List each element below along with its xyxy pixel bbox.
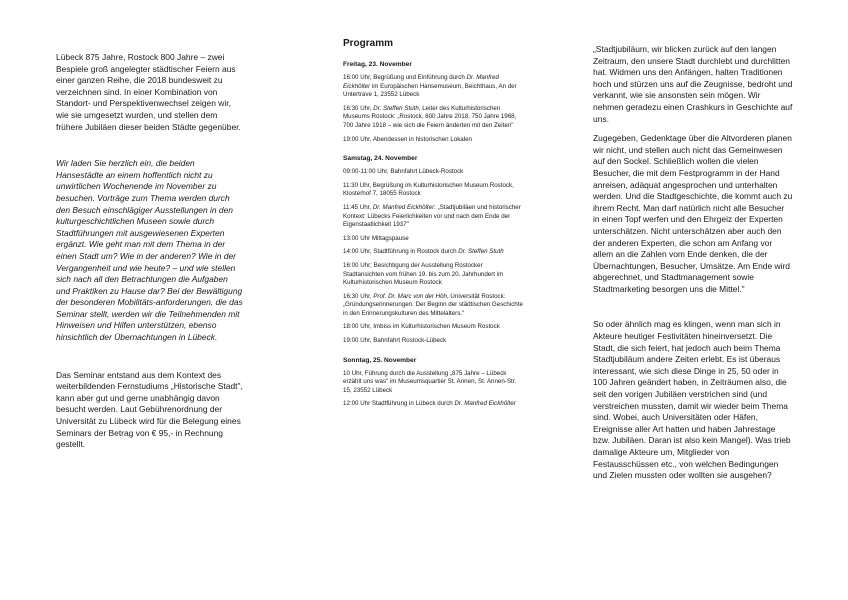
program-event: [343, 168, 525, 177]
left-column: [56, 52, 244, 451]
program-title: Programm: [343, 38, 394, 49]
program-day: [343, 356, 525, 409]
invitation-paragraph: Wir laden Sie herzlich ein, die beiden Hansestädte an einem hoffentlich nicht zu unwirtlichen Wochenende im November zu besuchen. Vorträge zum Thema werden durch den Besuch einschlägiger Ausstellungen in den kulturgeschichtlichen Museen sowie durch Stadtführungen mit ausgewiesenen Experten ergänzt. Wie geht man mit dem Thema in der einen Stadt um? Wie in der anderen? Wie in der Vergangenheit und wie heute? – und wie stellen sich nach all den Betrachtungen die Aufgaben und Praktiken zu Hause dar? Bei der Bewältigung der besonderen Mobilitäts-anforderungen, die das Seminar stellt, werden wir die Teilnehmenden mit Hinweisen und Hilfen unterstützen, ebenso hinsichtlich der Übernachtungen in Lübeck.: [56, 158, 243, 343]
event-speaker: Prof. Dr. Marc von der Höh: [373, 292, 447, 300]
seminar-context-paragraph: Das Seminar entstand aus dem Kontext des weiterbildenden Fernstudiums „Historische Stadt", kann aber gut und gerne unabhängig davon besucht werden. Laut Gebührenordnung der Universität zu Lübeck wird für die Belegung eines Seminars der Betrag von € 95,- in Rechnung gestellt.: [56, 369, 243, 450]
event-text: 11:45 Uhr,: [343, 203, 373, 211]
critique-paragraph: Zugegeben, Gedenktage über die Altvorderen planen wir nicht, und stellen auch nicht das Gemeinwesen auf den Sockel. Schließlich wollen die vielen Besucher, die mit dem Festprogramm in der Hand anreisen, adäquat angesprochen und unterhalten werden. Und die Stadtgeschichte, die kommt auch zu ihrem Recht. Man darf natürlich nicht alle Besucher in einen Topf werfen und den Ehrgeiz der Experten unterschätzen. Nicht unterschätzen aber auch den der anderen Experten, die schon am Anfang vor allem an die Zahlen vom Ende denken, die der Übernachtungen, Besucher, Umsätze. Am Ende wird abgerechnet, und Stadtmanagement sowie Stadtmarketing besorgen uns die Mittel.": [593, 133, 793, 294]
event-text: 11:30 Uhr, Begrüßung im Kulturhistorischen Museum Rostock, Klosterhof 7, 18055 Rostock: [343, 181, 514, 198]
event-text: 14:00 Uhr, Stadtführung in Rostock durch: [343, 248, 459, 256]
program-event: [343, 262, 525, 288]
day-title: Samstag, 24. November: [343, 155, 418, 163]
program-event: [343, 204, 525, 230]
program-event: [343, 370, 525, 396]
program-column: [343, 38, 525, 419]
program-event: [343, 323, 525, 332]
event-text-continued: : „Stadtjubiläen und historischer Kontext: Lübecks Feierlichkeiten vor und nach dem Ende der Eigenstaatlichkeit 1937": [343, 203, 521, 229]
event-text: 13:00 Uhr Mittagspause: [343, 234, 409, 242]
event-speaker: Dr. Steffen Stuth: [458, 248, 504, 256]
event-text: 12:00 Uhr Stadtführung in Lübeck durch: [343, 400, 455, 408]
program-event: [343, 74, 525, 100]
event-text: 18:00 Uhr, Imbiss im Kulturhistorischen Museum Rostock: [343, 323, 500, 331]
program-days: [343, 60, 525, 409]
event-text-continued: , Leiter des Kulturhistorischen Museums Rostock: „Rostock, 800 Jahre 2018, 750 Jahre 1968, 700 Jahre 1918 – wie sich die Feiern änderten mit den Zeiten": [343, 104, 517, 129]
program-day: [343, 154, 525, 346]
program-event: [343, 248, 525, 257]
program-event: [343, 105, 525, 131]
program-event: [343, 235, 525, 244]
program-event: [343, 400, 525, 409]
event-speaker: Dr. Manfred Eickhölter: [343, 74, 499, 90]
event-text: 19:00 Uhr, Abendessen in historischen Lokalen: [343, 135, 472, 143]
event-speaker: Dr. Manfred Eickhölter: [372, 203, 435, 211]
program-event: [343, 136, 525, 145]
event-text: 19:00 Uhr, Bahnfahrt Rostock-Lübeck: [343, 337, 447, 345]
quote-paragraph: „Stadtjubiläum, wir blicken zurück auf den langen Zeitraum, den unsere Stadt durchlebt und durchlitten hat. Widmen uns den Anfängen, halten Traditionen hoch und stürzen uns auf die Zeugnisse, bedroht und verkannt, wie sie ansonsten sein mögen. Wir nehmen geradezu einen Crashkurs in Geschichte auf uns.: [593, 44, 793, 124]
event-text-continued: , Universität Rostock: „Gründungserinnerungen. Der Beginn der städtischen Geschichte in den Erinnerungskulturen des Mittelalters.": [343, 292, 523, 317]
event-speaker: Dr. Steffen Stuth: [373, 104, 419, 112]
day-title: Sonntag, 25. November: [343, 356, 417, 364]
event-text: 16:30 Uhr,: [343, 292, 374, 300]
program-event: [343, 293, 525, 319]
program-event: [343, 337, 525, 346]
day-title: Freitag, 23. November: [343, 61, 412, 68]
event-text-continued: im Europäischen Hansemuseum, Beichthaus, An der Untertrave 1, 23552 Lübeck: [343, 82, 517, 99]
event-text: 10 Uhr, Führung durch die Ausstellung „875 Jahre – Lübeck erzählt uns was" im Museumsquartier St. Annen, St. Annen-Str. 15, 23552 Lübeck: [343, 369, 517, 394]
program-event: [343, 182, 525, 199]
event-text: 16:30 Uhr,: [343, 104, 374, 112]
program-day: [343, 60, 525, 144]
closing-paragraph: So oder ähnlich mag es klingen, wenn man sich in Akteure heutiger Festivitäten hineinversetzt. Die Stadt, die sich feiert, hat jedoch auch beim Thema Stadtjubiläum andere Zeiten erlebt. Es ist überaus interessant, wie sich diese Dinge in 25, 50 oder in 100 Jahren geändert haben, in Zeiträumen also, die seit den vorigen Jubiläen verstrichen sind (und verstreichen mussten, damit wir wieder beim Thema sind. Wobei, auch Universitäten oder Häfen, Ereignisse aller Art hatten und haben Jahrestage bzw. Jubiläen. Daran ist also kein Mangel). Was trieb damalige Akteure um, Mitglieder von Festausschüssen etc., von welchen Bedingungen und Zielen mussten oder wollten sie ausgehen?: [593, 319, 791, 481]
event-text: 16:00 Uhr; Besichtigung der Ausstellung Rostocker Stadtansichten vom frühen 19. bis zum 20. Jahrhundert im Kulturhistorischen Museum Rostock: [343, 261, 504, 287]
intro-paragraph: Lübeck 875 Jahre, Rostock 800 Jahre – zwei Bespiele groß angelegter städtischer Feiern aus einer ganzen Reihe, die 2018 bundesweit zu verzeichnen sind. In einer Kombination von Standort- und Perspektivenwechsel zeigen wir, wie sie umgesetzt wurden, und stellen dem frühere Jubiläen dieser beiden Städte gegenüber.: [56, 52, 241, 132]
event-text: 09:00-11:00 Uhr, Bahnfahrt Lübeck-Rostock: [343, 168, 464, 176]
event-speaker: Dr. Manfred Eickhölter: [454, 400, 516, 408]
event-text: 16:00 Uhr, Begrüßung und Einführung durch: [343, 74, 467, 81]
right-column: [593, 44, 793, 482]
